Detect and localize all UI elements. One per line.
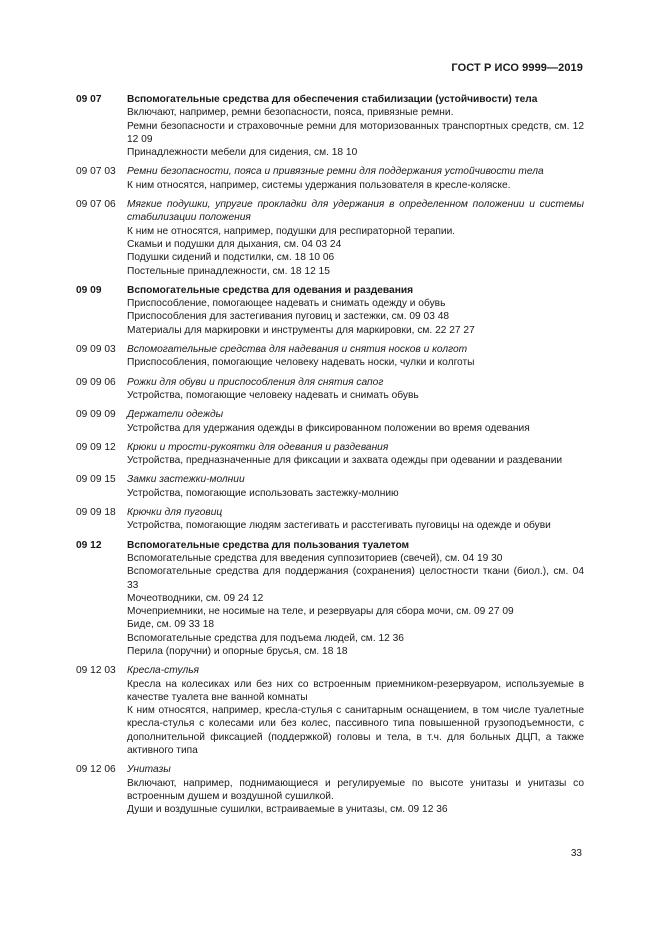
entry-description: Приспособления, помогающие человеку надевать носки, чулки и колготы: [127, 357, 475, 369]
entry-title: Кресла-стулья: [127, 665, 199, 677]
entry-description: Биде, см. 09 33 18: [127, 619, 215, 631]
entry-title: Вспомогательные средства для пользования туалетом: [127, 539, 410, 551]
entry-description: Души и воздушные сушилки, встраиваемые в унитазы, см. 09 12 36: [127, 804, 448, 816]
entry-code: 09 09 15: [76, 474, 116, 486]
classification-entry: [76, 198, 584, 278]
classification-entry: [76, 441, 584, 468]
classification-entry: [76, 93, 584, 159]
entry-description: Ремни безопасности и страховочные ремни для моторизованных транспортных средств, см. 12 12 09: [127, 120, 584, 145]
entry-code: 09 12: [76, 539, 102, 551]
entry-description: К ним относятся, например, системы удержания пользователя в кресле-коляске.: [127, 179, 511, 191]
entry-title: Вспомогательные средства для обеспечения стабилизации (устойчивости) тела: [127, 94, 538, 105]
entry-description: Принадлежности мебели для сидения, см. 18 10: [127, 147, 358, 159]
entry-code: 09 12 03: [76, 665, 116, 677]
entry-description: Скамьи и подушки для дыхания, см. 04 03 24: [127, 238, 342, 250]
entry-code: 09 07 03: [76, 166, 116, 178]
entry-title: Мягкие подушки, упругие прокладки для удержания в определенном положении и системы стабилизации положения: [127, 199, 584, 224]
entry-description: Устройства, предназначенные для фиксации и захвата одежды при одевании и раздевании: [127, 455, 563, 467]
entry-description: Приспособления для застегивания пуговиц и застежки, см. 09 03 48: [127, 311, 450, 323]
classification-entry: [76, 539, 584, 659]
classification-entry: [76, 343, 584, 370]
entry-code: 09 07 06: [76, 199, 116, 211]
entry-code: 09 12 06: [76, 764, 116, 776]
entry-description: Приспособление, помогающее надевать и снимать одежду и обувь: [127, 298, 446, 310]
entry-title: Рожки для обуви и приспособления для снятия сапог: [127, 376, 384, 388]
classification-entry: [76, 473, 584, 500]
entry-title: Ремни безопасности, пояса и привязные ремни для поддержания устойчивости тела: [127, 166, 544, 178]
entry-description: Вспомогательные средства для поддержания (сохранения) целостности ткани (биол.), см. 04 33: [127, 566, 584, 591]
classification-entry: [76, 664, 584, 757]
entry-description: Включают, например, ремни безопасности, пояса, привязные ремни.: [127, 107, 454, 119]
entry-title: Вспомогательные средства для надевания и снятия носков и колгот: [127, 344, 468, 356]
page-number: 33: [570, 848, 582, 859]
entry-code: 09 09 03: [76, 344, 116, 356]
entry-title: Унитазы: [127, 764, 171, 776]
entry-title: Замки застежки-молнии: [127, 474, 245, 486]
entry-description: Устройства, помогающие человеку надевать и снимать обувь: [127, 389, 419, 401]
entry-description: Материалы для маркировки и инструменты для маркировки, см. 22 27 27: [127, 324, 475, 336]
entry-code: 09 09 18: [76, 507, 116, 519]
classification-entry: [76, 284, 584, 337]
entry-description: Устройства, помогающие использовать застежку-молнию: [127, 487, 399, 499]
entry-description: К ним не относятся, например, подушки для респираторной терапии.: [127, 225, 456, 237]
entry-description: Включают, например, поднимающиеся и регулируемые по высоте унитазы и унитазы со встроенным душем и воздушной сушилкой.: [127, 777, 584, 802]
entry-description: Мочеотводники, см. 09 24 12: [127, 592, 264, 604]
entry-description: Вспомогательные средства для введения суппозиториев (свечей), см. 04 19 30: [127, 552, 503, 564]
entry-code: 09 09 12: [76, 441, 116, 453]
entry-description: Вспомогательные средства для подъема людей, см. 12 36: [127, 632, 404, 644]
classification-entry: [76, 408, 584, 435]
entry-code: 09 09 09: [76, 409, 116, 421]
classification-entry: [76, 165, 584, 192]
entry-title: Держатели одежды: [127, 409, 224, 421]
entry-code: 09 07: [76, 94, 102, 105]
entry-code: 09 09 06: [76, 376, 116, 388]
entry-title: Вспомогательные средства для одевания и раздевания: [127, 284, 414, 296]
entry-code: 09 09: [76, 284, 102, 296]
classification-entry: [76, 763, 584, 816]
classification-list: [76, 93, 584, 823]
entry-description: Подушки сидений и подстилки, см. 18 10 06: [127, 252, 335, 264]
entry-description: К ним относятся, например, кресла-стулья с санитарным оснащением, в том числе туалетные кресла-стулья с колесами или без колес, пассивного типа повышенной грузоподъемности, с дополнительной фиксацией (поддержкой) головы и тела, в т.ч. для больных ДЦП, а также активного типа: [127, 705, 584, 757]
classification-entry: [76, 506, 584, 533]
entry-description: Постельные принадлежности, см. 18 12 15: [127, 265, 330, 277]
standard-header: ГОСТ Р ИСО 9999—2019: [451, 62, 583, 74]
entry-title: Крюки и трости-рукоятки для одевания и раздевания: [127, 441, 389, 453]
entry-description: Устройства, помогающие людям застегивать и расстегивать пуговицы на одежде и обуви: [127, 520, 551, 532]
entry-description: Мочеприемники, не носимые на теле, и резервуары для сбора мочи, см. 09 27 09: [127, 606, 514, 618]
entry-description: Перила (поручни) и опорные брусья, см. 18 18: [127, 645, 348, 657]
entry-description: Кресла на колесиках или без них со встроенным приемником-резервуаром, используемые в качестве туалета вне ванной комнаты: [127, 678, 584, 703]
entry-title: Крючки для пуговиц: [127, 507, 223, 519]
classification-entry: [76, 376, 584, 403]
entry-description: Устройства для удержания одежды в фиксированном положении во время одевания: [127, 422, 530, 434]
